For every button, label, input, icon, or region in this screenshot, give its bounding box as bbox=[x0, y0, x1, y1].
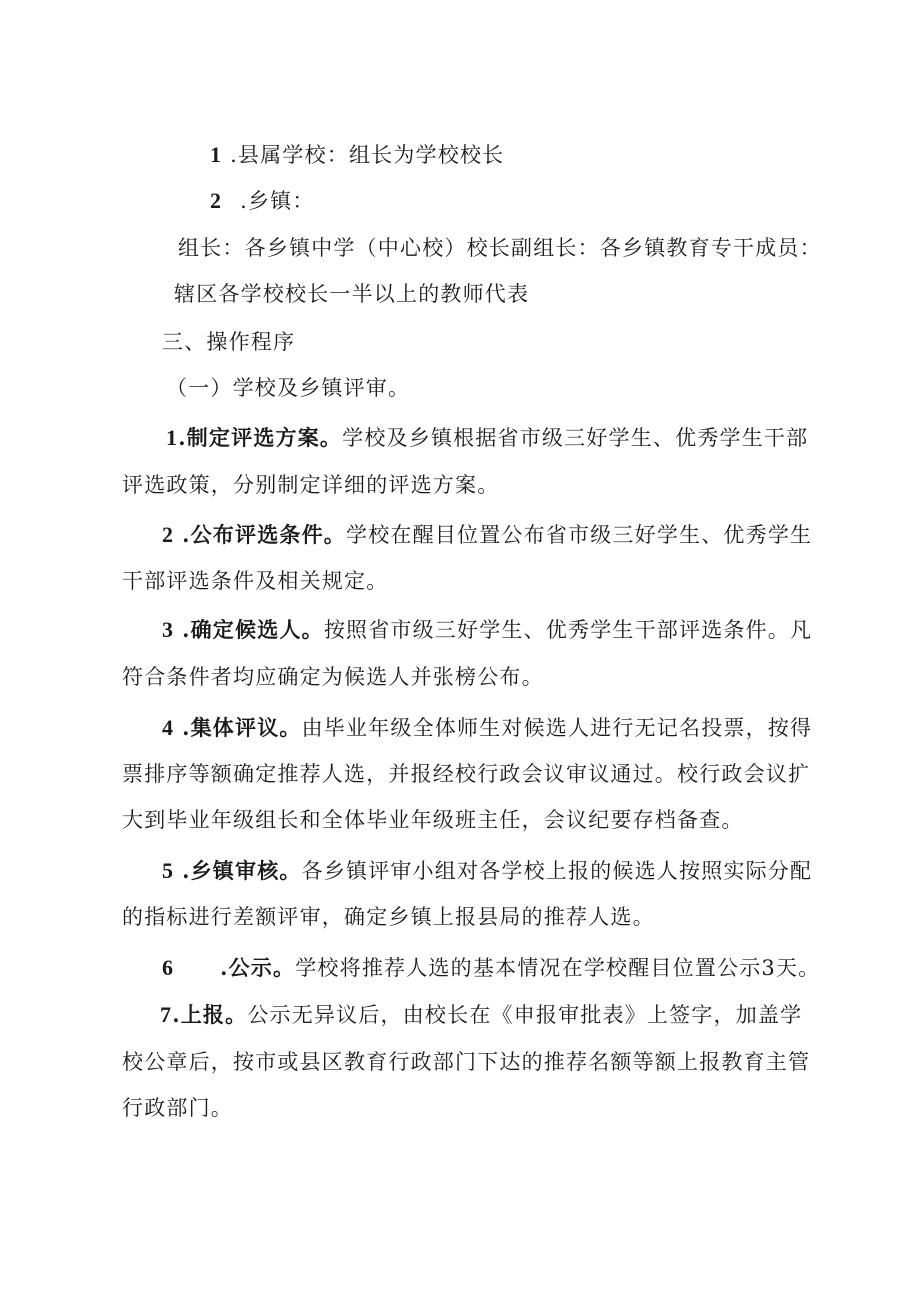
para-1-line-2: 评选政策，分别制定详细的评选方案。 bbox=[122, 473, 500, 497]
subsection-heading-school-review: （一）学校及乡镇评审。 bbox=[166, 376, 411, 400]
para-5-line-2: 的指标进行差额评审，确定乡镇上报县局的推荐人选。 bbox=[122, 905, 655, 929]
item-heading: .公布评选条件。 bbox=[182, 522, 347, 547]
para-3-line-1 bbox=[162, 615, 812, 645]
item-heading: .上报。 bbox=[172, 1002, 248, 1027]
item-heading: .乡镇： bbox=[240, 189, 315, 213]
item-number: 6 bbox=[162, 955, 175, 980]
para-7-line-3: 行政部门。 bbox=[122, 1096, 233, 1120]
para-5-line-1 bbox=[162, 856, 812, 886]
item-number: 5 bbox=[162, 858, 175, 883]
item-heading: .集体评议。 bbox=[182, 715, 302, 740]
line-county-schools bbox=[210, 140, 504, 170]
item-number: 1 bbox=[166, 425, 179, 450]
para-3-line-2: 符合条件者均应确定为候选人并张榜公布。 bbox=[122, 665, 544, 689]
item-text: 各乡镇评审小组对各学校上报的候选人按照实际分配 bbox=[301, 859, 813, 883]
para-7-line-2: 校公章后，按市或县区教育行政部门下达的推荐名额等额上报教育主管 bbox=[122, 1050, 811, 1074]
para-2-line-2: 干部评选条件及相关规定。 bbox=[122, 569, 389, 593]
item-heading: .乡镇审核。 bbox=[182, 858, 302, 883]
para-2-line-1 bbox=[162, 520, 812, 550]
item-number: 1 bbox=[210, 142, 223, 167]
line-township-members: 辖区各学校校长一半以上的教师代表 bbox=[174, 282, 530, 306]
item-text: 按照省市级三好学生、优秀学生干部评选条件。凡 bbox=[323, 618, 813, 642]
item-text: 学校将推荐人选的基本情况在学校醒目位置公示3天。 bbox=[295, 956, 821, 980]
item-number: 2 bbox=[210, 188, 223, 213]
line-township-leaders: 组长：各乡镇中学（中心校）校长副组长：各乡镇教育专干成员： bbox=[178, 236, 822, 260]
item-number: 3 bbox=[162, 617, 175, 642]
item-text: 学校在醒目位置公布省市级三好学生、优秀学生 bbox=[346, 523, 813, 547]
para-1-line-1 bbox=[166, 423, 808, 453]
para-4-line-3: 大到毕业年级组长和全体毕业年级班主任，会议纪要存档备查。 bbox=[122, 808, 744, 832]
item-heading: .公示。 bbox=[220, 955, 296, 980]
para-6-line-1 bbox=[162, 953, 820, 983]
item-text: 学校及乡镇根据省市级三好学生、优秀学生干部 bbox=[342, 426, 809, 450]
section-heading-procedure: 三、操作程序 bbox=[162, 330, 296, 354]
para-7-line-1 bbox=[160, 1000, 802, 1030]
item-heading: .确定候选人。 bbox=[182, 617, 324, 642]
item-number: 4 bbox=[162, 715, 175, 740]
line-townships bbox=[210, 186, 315, 216]
item-text: 组长为学校校长 bbox=[348, 143, 505, 167]
item-text: 由毕业年级全体师生对候选人进行无记名投票，按得 bbox=[301, 716, 813, 740]
item-text: 公示无异议后，由校长在《申报审批表》上签字，加盖学 bbox=[247, 1003, 803, 1027]
para-4-line-1 bbox=[162, 713, 812, 743]
para-4-line-2: 票排序等额确定推荐人选，并报经校行政会议审议通过。校行政会议扩 bbox=[122, 762, 811, 786]
item-heading: .县属学校： bbox=[230, 143, 349, 167]
item-heading: .制定评选方案。 bbox=[178, 425, 343, 450]
item-number: 7 bbox=[160, 1002, 173, 1027]
item-number: 2 bbox=[162, 522, 175, 547]
